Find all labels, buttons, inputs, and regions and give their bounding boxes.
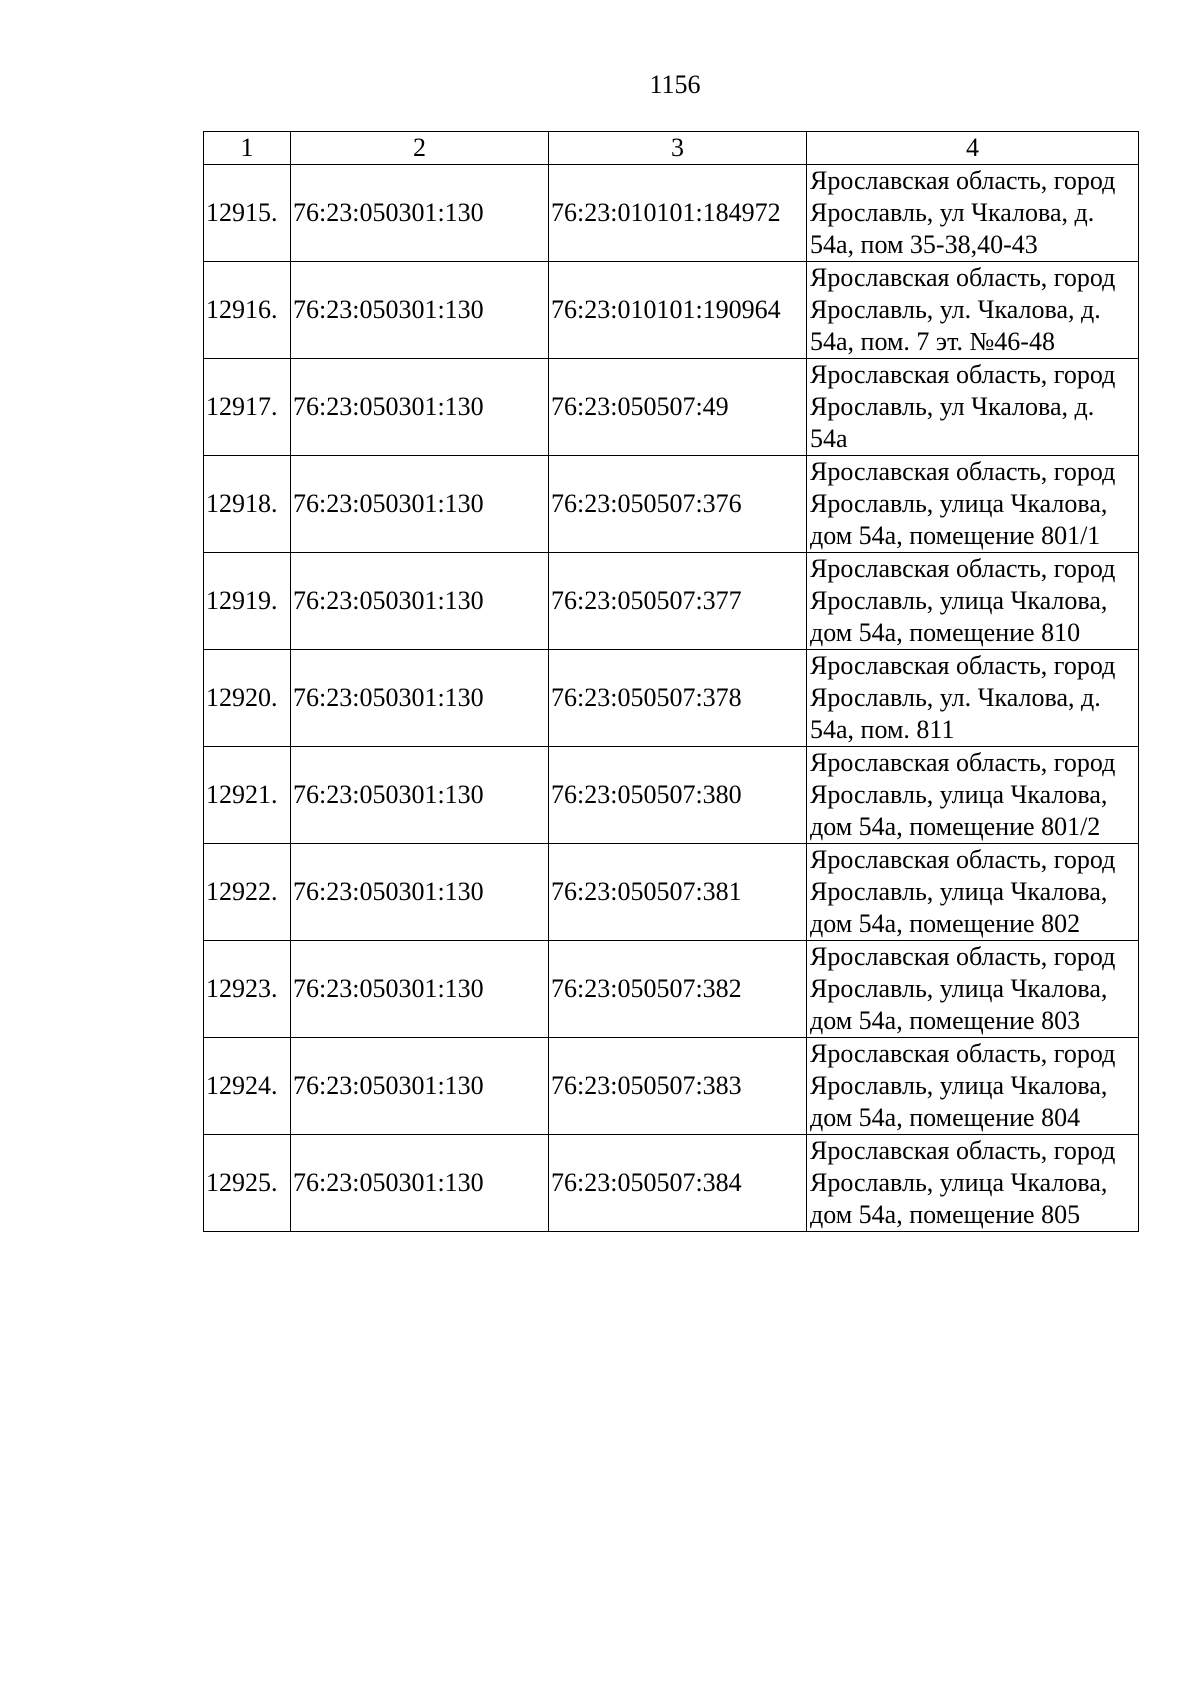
row-number-cell: 12924.: [204, 1038, 291, 1135]
table-row: [204, 941, 1139, 1038]
object-number-cell: 76:23:050507:384: [549, 1135, 807, 1232]
parcel-number-cell: 76:23:050301:130: [291, 262, 549, 359]
object-number-cell: 76:23:050507:49: [549, 359, 807, 456]
object-number-cell: 76:23:050507:378: [549, 650, 807, 747]
parcel-number-cell: 76:23:050301:130: [291, 456, 549, 553]
parcel-number-cell: 76:23:050301:130: [291, 844, 549, 941]
parcel-number-cell: 76:23:050301:130: [291, 1135, 549, 1232]
object-number-cell: 76:23:010101:190964: [549, 262, 807, 359]
table-row: [204, 165, 1139, 262]
parcel-number-cell: 76:23:050301:130: [291, 359, 549, 456]
address-cell: Ярославская область, город Ярославль, ул Чкалова, д. 54а, пом 35-38,40-43: [807, 165, 1139, 262]
address-cell: Ярославская область, город Ярославль, ул. Чкалова, д. 54а, пом. 811: [807, 650, 1139, 747]
registry-table: [203, 131, 1139, 1232]
parcel-number-cell: 76:23:050301:130: [291, 553, 549, 650]
header-cell-1: 1: [204, 132, 291, 165]
address-cell: Ярославская область, город Ярославль, улица Чкалова, дом 54а, помещение 803: [807, 941, 1139, 1038]
parcel-number-cell: 76:23:050301:130: [291, 1038, 549, 1135]
parcel-number-cell: 76:23:050301:130: [291, 747, 549, 844]
header-row: [204, 132, 1139, 165]
row-number-cell: 12925.: [204, 1135, 291, 1232]
address-cell: Ярославская область, город Ярославль, улица Чкалова, дом 54а, помещение 801/2: [807, 747, 1139, 844]
table-row: [204, 1038, 1139, 1135]
table-row: [204, 359, 1139, 456]
parcel-number-cell: 76:23:050301:130: [291, 650, 549, 747]
object-number-cell: 76:23:050507:383: [549, 1038, 807, 1135]
table-row: [204, 553, 1139, 650]
row-number-cell: 12917.: [204, 359, 291, 456]
table-row: [204, 747, 1139, 844]
address-cell: Ярославская область, город Ярославль, улица Чкалова, дом 54а, помещение 810: [807, 553, 1139, 650]
header-cell-4: 4: [807, 132, 1139, 165]
address-cell: Ярославская область, город Ярославль, улица Чкалова, дом 54а, помещение 805: [807, 1135, 1139, 1232]
row-number-cell: 12923.: [204, 941, 291, 1038]
address-cell: Ярославская область, город Ярославль, ул. Чкалова, д. 54а, пом. 7 эт. №46-48: [807, 262, 1139, 359]
table-row: [204, 262, 1139, 359]
header-cell-3: 3: [549, 132, 807, 165]
object-number-cell: 76:23:050507:377: [549, 553, 807, 650]
row-number-cell: 12915.: [204, 165, 291, 262]
object-number-cell: 76:23:050507:376: [549, 456, 807, 553]
row-number-cell: 12916.: [204, 262, 291, 359]
address-cell: Ярославская область, город Ярославль, улица Чкалова, дом 54а, помещение 802: [807, 844, 1139, 941]
row-number-cell: 12919.: [204, 553, 291, 650]
object-number-cell: 76:23:050507:381: [549, 844, 807, 941]
header-cell-2: 2: [291, 132, 549, 165]
table-row: [204, 844, 1139, 941]
address-cell: Ярославская область, город Ярославль, улица Чкалова, дом 54а, помещение 801/1: [807, 456, 1139, 553]
address-cell: Ярославская область, город Ярославль, улица Чкалова, дом 54а, помещение 804: [807, 1038, 1139, 1135]
table-row: [204, 650, 1139, 747]
parcel-number-cell: 76:23:050301:130: [291, 165, 549, 262]
row-number-cell: 12921.: [204, 747, 291, 844]
row-number-cell: 12918.: [204, 456, 291, 553]
object-number-cell: 76:23:050507:380: [549, 747, 807, 844]
table-row: [204, 456, 1139, 553]
table-row: [204, 1135, 1139, 1232]
page-number: 1156: [649, 70, 701, 99]
object-number-cell: 76:23:010101:184972: [549, 165, 807, 262]
address-cell: Ярославская область, город Ярославль, ул Чкалова, д. 54а: [807, 359, 1139, 456]
row-number-cell: 12922.: [204, 844, 291, 941]
row-number-cell: 12920.: [204, 650, 291, 747]
parcel-number-cell: 76:23:050301:130: [291, 941, 549, 1038]
object-number-cell: 76:23:050507:382: [549, 941, 807, 1038]
